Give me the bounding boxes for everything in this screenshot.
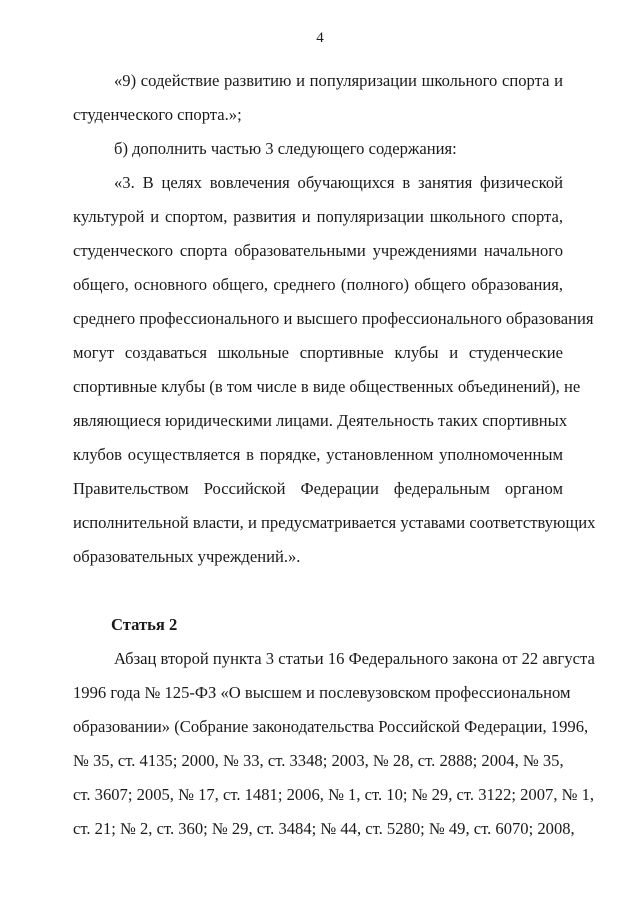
page-number: 4	[316, 30, 324, 46]
article-heading: Статья 2	[111, 615, 178, 634]
text-line: «3. В целях вовлечения обучающихся в занятия физической	[114, 173, 563, 192]
text-line: студенческого спорта образовательными учреждениями начального	[73, 241, 563, 260]
text-line: образовании» (Собрание законодательства Российской Федерации, 1996,	[73, 717, 589, 736]
text-line: студенческого спорта.»;	[73, 105, 242, 124]
text-line: ст. 3607; 2005, № 17, ст. 1481; 2006, № 1, ст. 10; № 29, ст. 3122; 2007, № 1,	[73, 785, 595, 804]
text-line: б) дополнить частью 3 следующего содержания:	[114, 139, 457, 158]
text-line: 1996 года № 125-ФЗ «О высшем и послевузовском профессиональном	[73, 683, 571, 702]
text-line: ст. 21; № 2, ст. 360; № 29, ст. 3484; № 44, ст. 5280; № 49, ст. 6070; 2008,	[73, 819, 575, 838]
text-line: являющиеся юридическими лицами. Деятельность таких спортивных	[73, 411, 568, 430]
text-line: Абзац второй пункта 3 статьи 16 Федерального закона от 22 августа	[114, 649, 595, 668]
document-body	[73, 64, 596, 846]
text-line: клубов осуществляется в порядке, установленном уполномоченным	[73, 445, 563, 464]
text-line: культурой и спортом, развития и популяризации школьного спорта,	[73, 207, 563, 226]
paragraph-spacer	[73, 574, 563, 608]
text-line: Правительством Российской Федерации федеральным органом	[73, 479, 563, 498]
text-line: № 35, ст. 4135; 2000, № 33, ст. 3348; 2003, № 28, ст. 2888; 2004, № 35,	[73, 751, 564, 770]
text-line: образовательных учреждений.».	[73, 547, 301, 566]
text-line: могут создаваться школьные спортивные клубы и студенческие	[73, 343, 563, 362]
text-line: «9) содействие развитию и популяризации школьного спорта и	[114, 71, 563, 90]
text-line: спортивные клубы (в том числе в виде общественных объединений), не	[73, 377, 581, 396]
text-line: общего, основного общего, среднего (полного) общего образования,	[73, 275, 563, 294]
text-line: среднего профессионального и высшего профессионального образования	[73, 309, 594, 328]
text-line: исполнительной власти, и предусматривается уставами соответствующих	[73, 513, 596, 532]
